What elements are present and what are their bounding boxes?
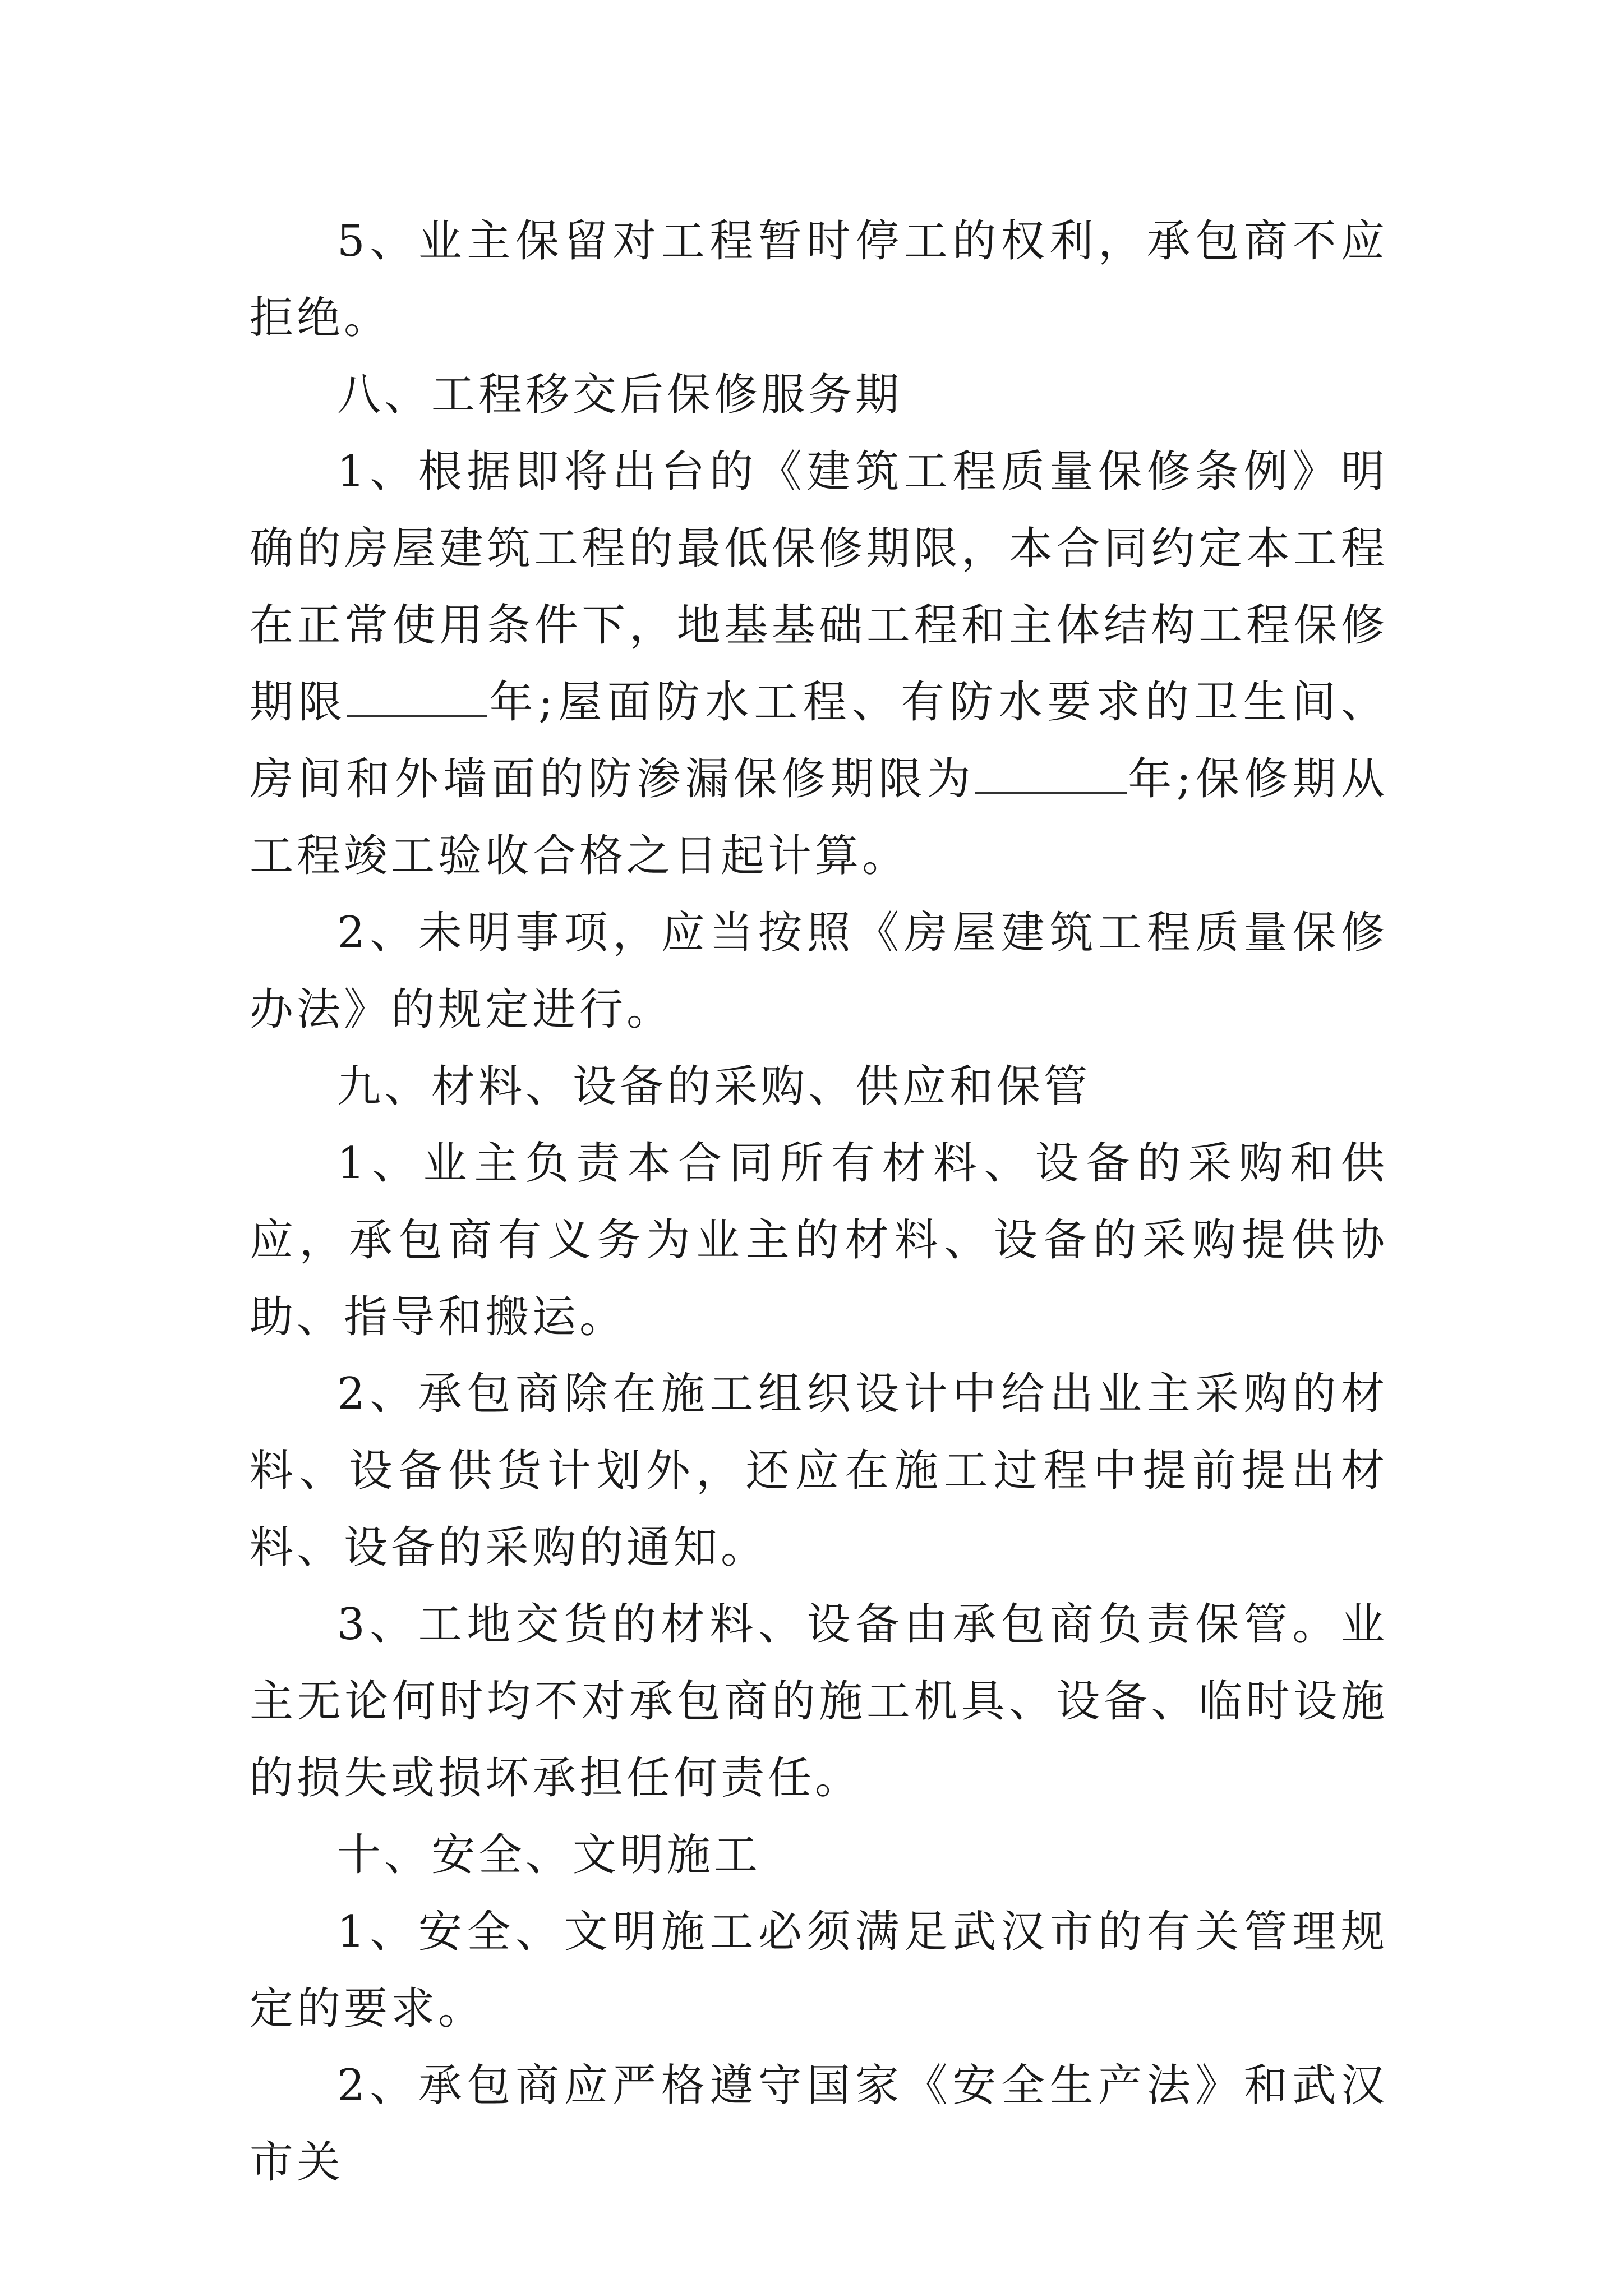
- section-heading-warranty: 八、工程移交后保修服务期: [337, 370, 903, 420]
- paragraph-materials-procurement: 1、业主负责本合同所有材料、设备的采购和供应，承包商有义务为业主的材料、设备的采购提供协助、指导和搬运。: [250, 1138, 1388, 1342]
- warranty-text-part-3: 年;保修期从工程竣工验收合格之日起计算。: [250, 754, 1388, 881]
- blank-fill-line-foundation-years: [347, 676, 487, 717]
- section-heading-materials: 九、材料、设备的采购、供应和保管: [337, 1061, 1091, 1112]
- paragraph-warranty-period: [250, 434, 1388, 895]
- blank-fill-line-waterproof-years: [975, 753, 1127, 794]
- paragraph-supply-plan: 2、承包商除在施工组织设计中给出业主采购的材料、设备供货计划外，还应在施工过程中提前提出材料、设备的采购的通知。: [250, 1369, 1388, 1573]
- paragraph-unspecified-matters: 2、未明事项，应当按照《房屋建筑工程质量保修办法》的规定进行。: [250, 908, 1388, 1035]
- paragraph-safety-requirements: 1、安全、文明施工必须满足武汉市的有关管理规定的要求。: [250, 1907, 1388, 2034]
- paragraph-site-storage: 3、工地交货的材料、设备由承包商负责保管。业主无论何时均不对承包商的施工机具、设备、临时设施的损失或损坏承担任何责任。: [250, 1599, 1388, 1803]
- paragraph-clause-5-suspension: 5、业主保留对工程暂时停工的权利，承包商不应拒绝。: [250, 216, 1388, 343]
- document-body: [250, 203, 1388, 2201]
- warranty-text-part-1: 1、根据即将出台的《建筑工程质量保修条例》明确的房屋建筑工程的最低保修期限，本合同约定本工程在正常使用条件下，地基基础工程和主体结构工程保修期限: [250, 447, 1388, 728]
- section-heading-safety: 十、安全、文明施工: [337, 1830, 762, 1880]
- warranty-text-part-2: 年;屋面防水工程、有防水要求的卫生间、房间和外墙面的防渗漏保修期限为: [250, 677, 1388, 804]
- paragraph-safety-law: 2、承包商应严格遵守国家《安全生产法》和武汉市关: [250, 2060, 1388, 2188]
